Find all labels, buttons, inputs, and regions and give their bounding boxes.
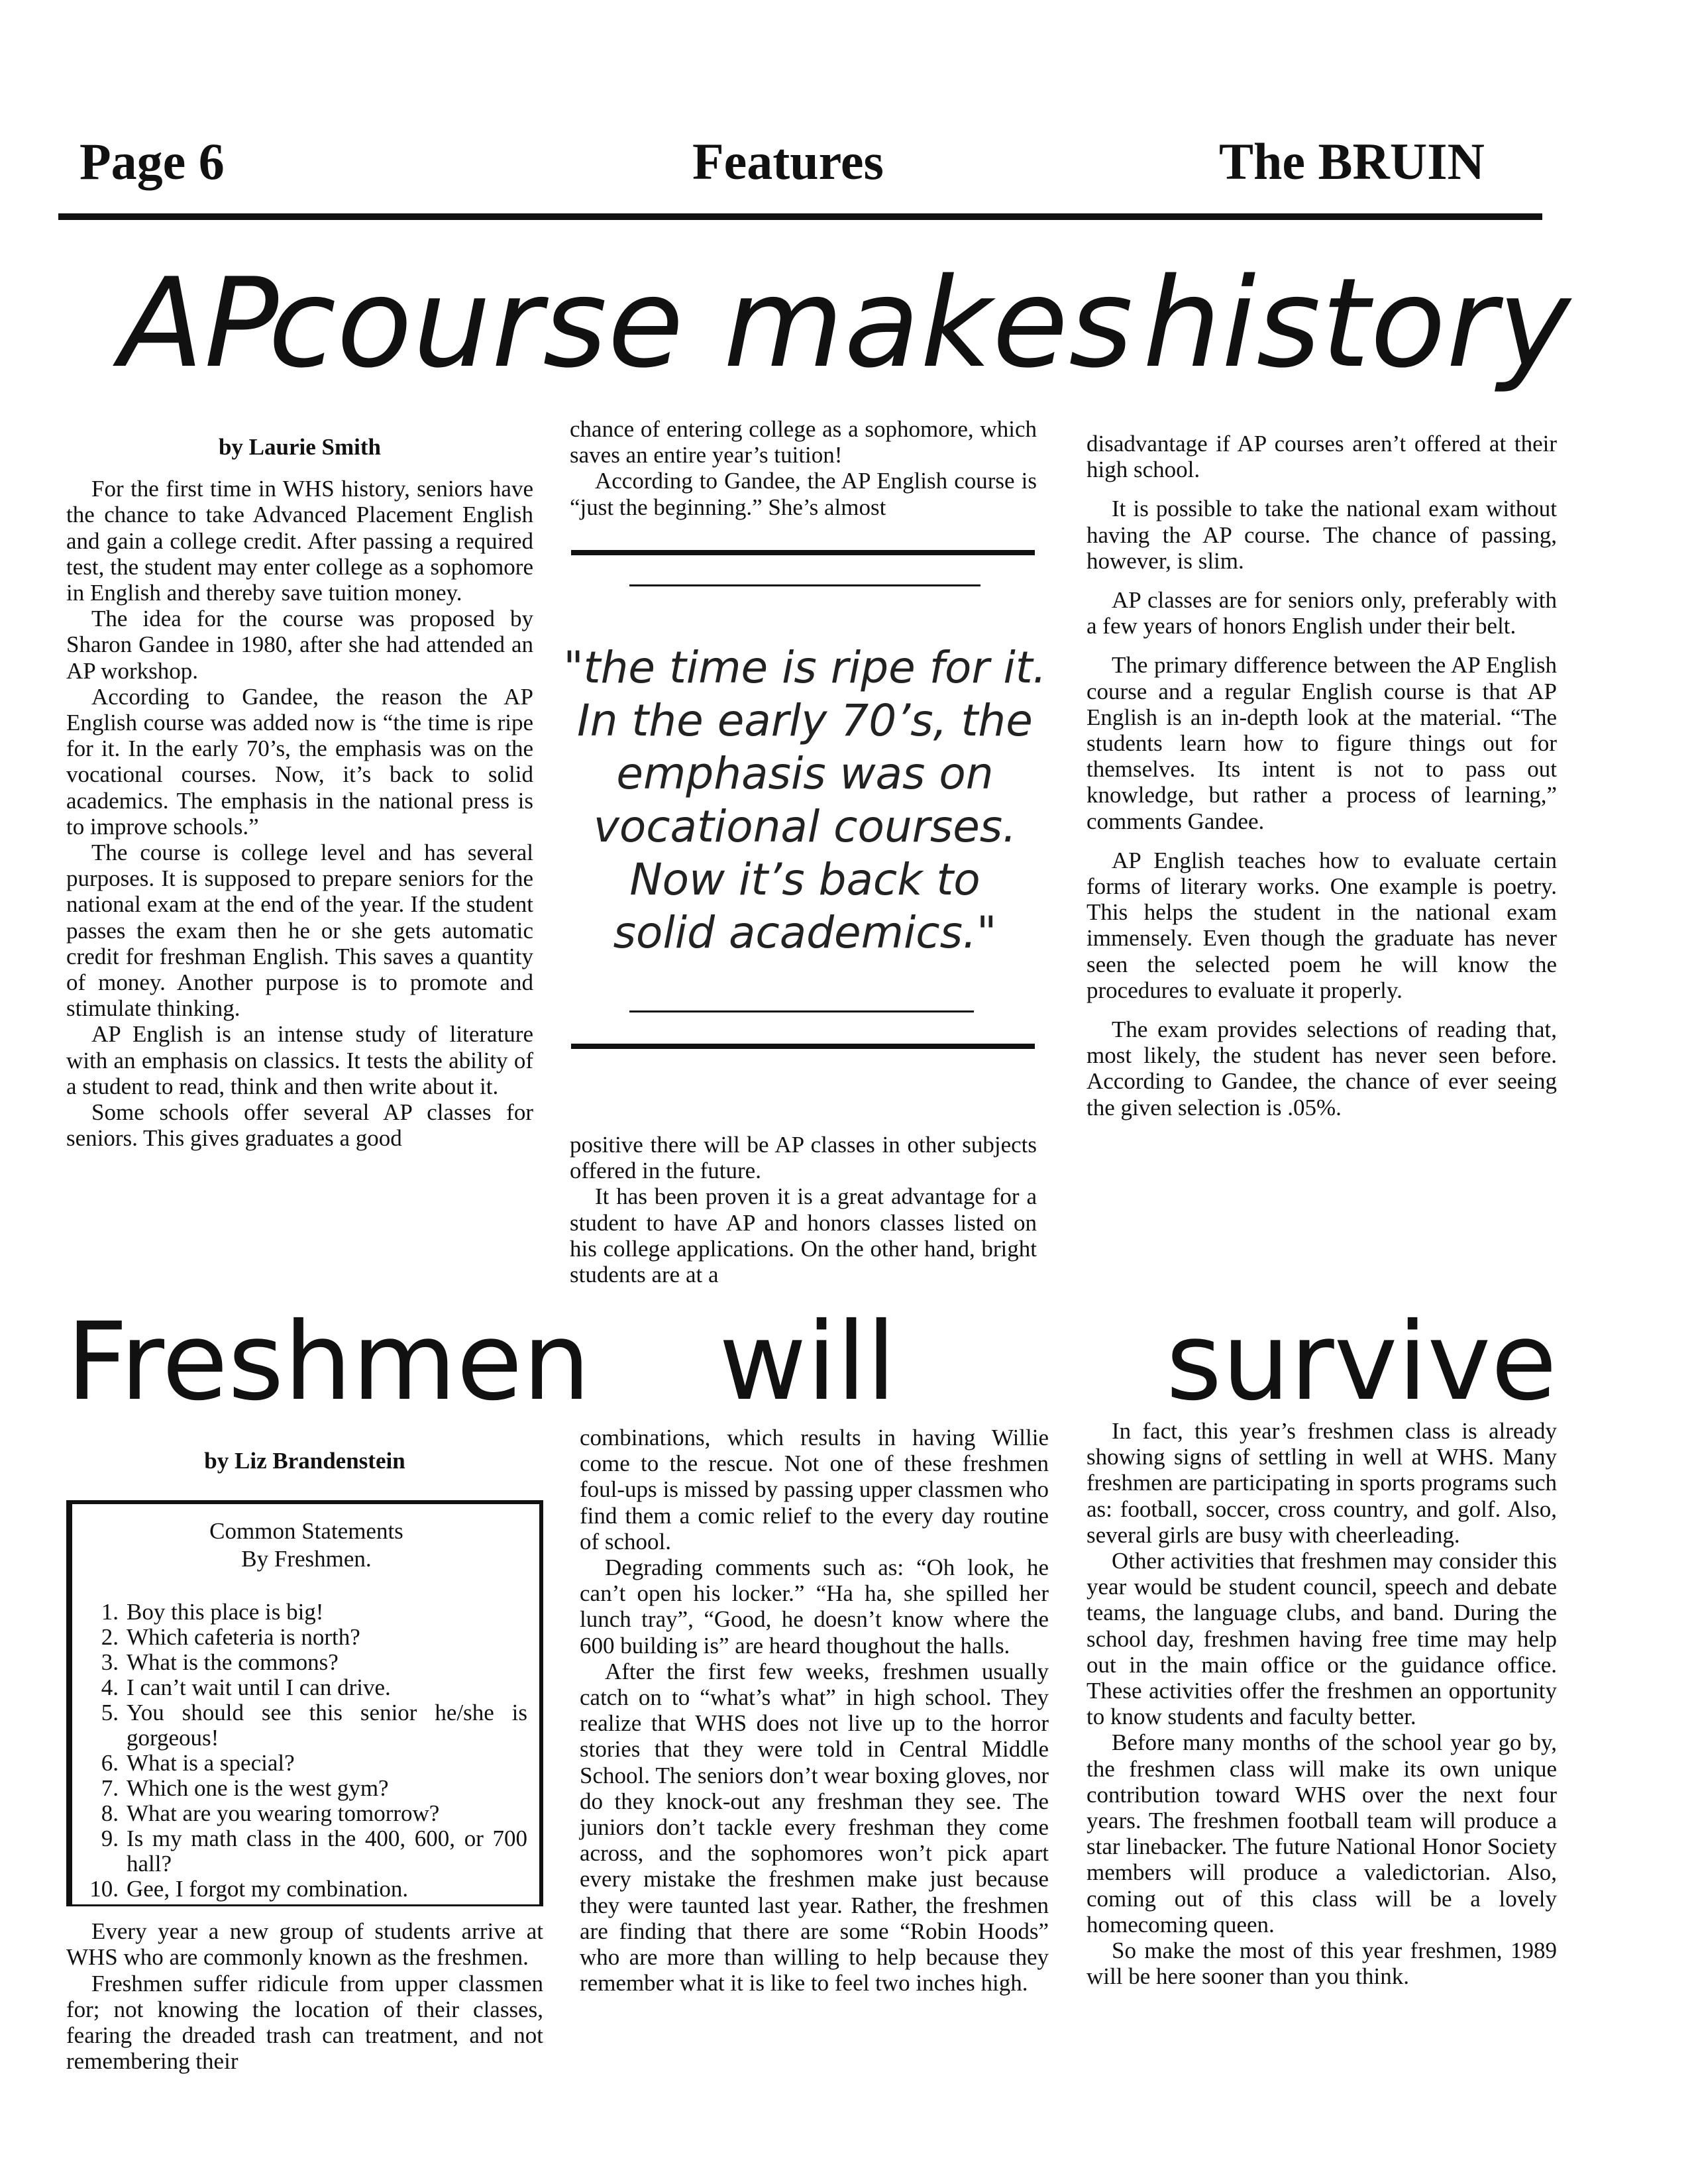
paragraph: The idea for the course was proposed by Sharon Gandee in 1980, after she had attended an AP workshop. [66, 606, 533, 684]
pull-quote-line: emphasis was on [616, 748, 994, 799]
list-text: What is the commons? [127, 1649, 339, 1676]
headline-word: course [268, 251, 684, 395]
headline-word: history [1143, 251, 1571, 395]
list-item [85, 1826, 527, 1877]
masthead-rule [58, 213, 1542, 220]
byline: by Laurie Smith [218, 434, 382, 460]
paragraph: According to Gandee, the AP English course is “just the beginning.” She’s almost [570, 468, 1037, 520]
list-number: 7. [101, 1775, 119, 1802]
paragraph: It has been proven it is a great advantage for a student to have AP and honors classes listed on his college applications. On the other hand, bright students are at a [570, 1183, 1037, 1288]
list-item [85, 1801, 527, 1826]
list-text: What are you wearing tomorrow? [127, 1800, 440, 1827]
paragraph: chance of entering college as a sophomore, which saves an entire year’s tuition! [570, 416, 1037, 468]
list-text: Is my math class in the 400, 600, or 700 hall? [127, 1826, 527, 1877]
paragraph: AP English teaches how to evaluate certain forms of literary works. One example is poetry. This helps the student in the national exam immensely. Even though the graduate has never seen the selected poem he will know the procedures to evaluate it properly. [1086, 847, 1557, 1003]
list-number: 2. [101, 1624, 119, 1651]
article-column-2-top [570, 416, 1037, 520]
list-item [85, 1877, 527, 1902]
paragraph: It is possible to take the national exam without having the AP course. The chance of passing, however, is slim. [1086, 496, 1557, 574]
sidebar-title [85, 1517, 527, 1573]
list-text: What is a special? [127, 1750, 295, 1776]
pull-quote-line: Now it’s back to [629, 854, 980, 905]
list-item [85, 1650, 527, 1675]
headline-word: Freshmen [66, 1300, 591, 1425]
paragraph: Every year a new group of students arrive at WHS who are commonly known as the freshmen. [66, 1918, 543, 1971]
article-column-1 [66, 434, 533, 1151]
paragraph: After the first few weeks, freshmen usually catch on to “what’s what” in high school. They realize that WHS does not live up to the horror stories that they were told in Central Middle School. The seniors don’t wear boxing gloves, nor do they knock-out any freshman they see. The juniors don’t tackle every freshman they come across, and the sophomores won’t pick apart every mistake the freshmen make just because they were taunted last year. Rather, the freshmen are finding that there are some “Robin Hoods” who are more than willing to help because they remember what it is like to feel two inches high. [580, 1658, 1049, 1996]
paragraph: So make the most of this year freshmen, 1989 will be here sooner than you think. [1086, 1938, 1557, 1990]
pull-quote-line: "the time is ripe for it. [563, 642, 1047, 693]
headline-word: will [719, 1300, 896, 1425]
byline: by Liz Brandenstein [204, 1448, 405, 1474]
list-text: Gee, I forgot my combination. [127, 1876, 409, 1902]
list-number: 10. [89, 1876, 119, 1902]
paragraph: Before many months of the school year go by, the freshmen class will make its own unique contribution toward WHS over the next four years. The freshmen football team will produce a star linebacker. The future National Honor Society members will produce a valedictorian. Also, coming out of this class will be a lovely homecoming queen. [1086, 1729, 1557, 1938]
list-text: You should see this senior he/she is gorgeous! [127, 1700, 527, 1751]
pull-quote-rule-short [629, 1010, 974, 1012]
paragraph: combinations, which results in having Willie come to the rescue. Not one of these freshmen foul-ups is missed by passing upper classmen who find them a comic relief to the every day routine of school. [580, 1425, 1049, 1555]
paragraph: The exam provides selections of reading that, most likely, the student has never seen before. According to Gandee, the chance of ever seeing the given selection is .05%. [1086, 1016, 1557, 1120]
list-item [85, 1700, 527, 1751]
sidebar-box [66, 1500, 543, 1906]
article-column-2-bottom [570, 1132, 1037, 1287]
paragraph: AP classes are for seniors only, preferably with a few years of honors English under their belt. [1086, 587, 1557, 639]
list-number: 1. [101, 1599, 119, 1625]
paragraph: Some schools offer several AP classes for seniors. This gives graduates a good [66, 1099, 533, 1152]
list-number: 6. [101, 1750, 119, 1776]
pull-quote [560, 641, 1050, 959]
sidebar-title-line: Common Statements [209, 1518, 403, 1545]
article-column-2 [580, 1425, 1049, 1996]
article-column-3 [1086, 1418, 1557, 1989]
paragraph: In fact, this year’s freshmen class is already showing signs of settling in well at WHS. Many freshmen are participating in sports programs such as: football, soccer, cross country, and golf. Also, several girls are busy with cheerleading. [1086, 1418, 1557, 1548]
article-column-3 [1086, 431, 1557, 1120]
article-headline [66, 1300, 1558, 1428]
list-item [85, 1625, 527, 1650]
headline-word: AP [119, 251, 280, 395]
pull-quote-line: vocational courses. [593, 801, 1017, 852]
newspaper-name: The BRUIN [1219, 133, 1485, 190]
statement-list [85, 1600, 527, 1902]
list-number: 9. [101, 1826, 119, 1852]
paragraph: The primary difference between the AP English course and a regular English course is that AP English is an in-depth look at the material. “The students learn how to figure things out for themselves. Its intent is not to pass out knowledge, but rather a process of learning,” comments Gandee. [1086, 652, 1557, 834]
paragraph: Other activities that freshmen may consider this year would be student council, speech and debate teams, the language clubs, and band. During the school day, freshmen having free time may help out in the main office or the guidance office. These activities offer the freshmen an opportunity to know students and faculty better. [1086, 1548, 1557, 1730]
sidebar-title-line: By Freshmen. [241, 1546, 372, 1572]
paragraph: For the first time in WHS history, seniors have the chance to take Advanced Placement English and gain a college credit. After passing a required test, the student may enter college as a sophomore in English and thereby save tuition money. [66, 476, 533, 606]
list-item [85, 1751, 527, 1776]
pull-quote-rule-top [571, 550, 1035, 555]
paragraph: The course is college level and has several purposes. It is supposed to prepare seniors for the national exam at the end of the year. If the student passes the exam then he or she gets automatic credit for freshman English. This saves a quantity of money. Another purpose is to promote and stimulate thinking. [66, 840, 533, 1022]
list-number: 8. [101, 1800, 119, 1827]
pull-quote-line: solid academics." [613, 907, 997, 958]
list-text: Which one is the west gym? [127, 1775, 389, 1802]
paragraph: Degrading comments such as: “Oh look, he can’t open his locker.” “Ha ha, she spilled her lunch tray”, “Good, he doesn’t know where the 600 building is” are heard thoughout the halls. [580, 1555, 1049, 1659]
paragraph: AP English is an intense study of literature with an emphasis on classics. It tests the ability of a student to read, think and then write about it. [66, 1021, 533, 1099]
section-name: Features [692, 133, 884, 190]
paragraph: positive there will be AP classes in other subjects offered in the future. [570, 1132, 1037, 1184]
list-text: Which cafeteria is north? [127, 1624, 360, 1651]
page-number: Page 6 [80, 133, 225, 190]
list-item [85, 1600, 527, 1625]
paragraph: Freshmen suffer ridicule from upper classmen for; not knowing the location of their classes, fearing the dreaded trash can treatment, and not remembering their [66, 1970, 543, 2075]
paragraph: According to Gandee, the reason the AP English course was added now is “the time is ripe for it. In the early 70’s, the emphasis was on the vocational courses. Now, it’s back to solid academics. The emphasis in the national press is to improve schools.” [66, 683, 533, 840]
article-headline [119, 251, 1577, 395]
pull-quote-rule-bottom [571, 1044, 1035, 1049]
list-text: Boy this place is big! [127, 1599, 324, 1625]
paragraph: disadvantage if AP courses aren’t offered at their high school. [1086, 431, 1557, 483]
headline-word: survive [1166, 1300, 1558, 1425]
article-column-1 [66, 1448, 543, 2074]
headline-word: makes [723, 251, 1134, 395]
list-text: I can’t wait until I can drive. [127, 1674, 391, 1701]
list-number: 3. [101, 1649, 119, 1676]
list-item [85, 1675, 527, 1700]
list-number: 4. [101, 1674, 119, 1701]
list-item [85, 1776, 527, 1801]
list-number: 5. [101, 1700, 119, 1726]
pull-quote-line: In the early 70’s, the [577, 695, 1033, 746]
pull-quote-rule-short [629, 584, 980, 586]
